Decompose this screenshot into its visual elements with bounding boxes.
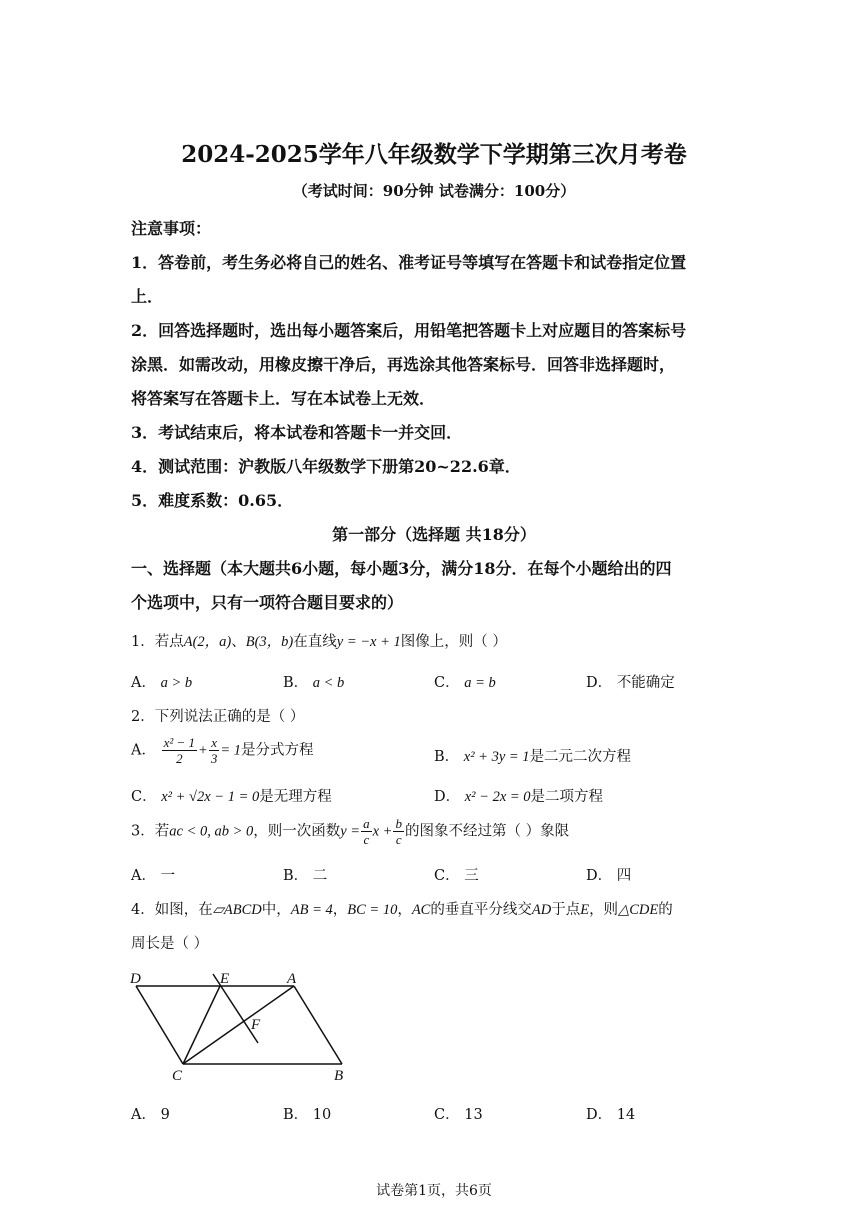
q3-condition: ac < 0, ab > 0 <box>169 823 254 840</box>
label-a: A <box>287 971 297 987</box>
fraction <box>162 735 197 766</box>
option-text: 是二项方程 <box>530 789 604 805</box>
q1-sep: 、 <box>231 634 246 650</box>
option-label: D． <box>434 789 461 805</box>
option-label: D． <box>586 868 613 884</box>
option-math: x² + √2x − 1 = 0 <box>161 789 260 805</box>
option-label: D． <box>586 675 613 691</box>
option-label: A． <box>131 868 156 884</box>
option-text: 9 <box>160 1107 170 1123</box>
plus-sign: + <box>198 742 208 759</box>
option-label: B． <box>283 1107 309 1123</box>
q4-option-a[interactable] <box>131 1103 170 1124</box>
option-label: C． <box>434 868 460 884</box>
label-e: E <box>220 971 230 987</box>
note-line: 4．测试范围：沪教版八年级数学下册第20~22.6章． <box>131 457 521 476</box>
numerator: x² − 1 <box>163 735 196 750</box>
option-text: 不能确定 <box>616 675 675 691</box>
q2-option-b[interactable] <box>434 745 631 766</box>
q3-option-a[interactable] <box>131 864 175 885</box>
q4-ad: AD <box>531 902 552 918</box>
q1-tail: 图像上，则（ ） <box>400 634 507 650</box>
fraction <box>393 816 404 847</box>
option-text: 三 <box>464 868 479 884</box>
q4-text: 中， <box>261 902 291 918</box>
option-text: a = b <box>464 675 496 691</box>
q4-cde: △CDE <box>618 902 659 918</box>
q4-option-b[interactable] <box>283 1103 331 1124</box>
q1-line-eq: y = −x + 1 <box>336 634 401 650</box>
q4-option-c[interactable] <box>434 1103 483 1124</box>
option-text: 13 <box>464 1107 483 1123</box>
option-text: 一 <box>160 868 176 884</box>
option-text: 10 <box>312 1107 332 1123</box>
label-b: B <box>334 1068 344 1084</box>
q3-option-c[interactable] <box>434 864 479 885</box>
option-text: 是无理方程 <box>259 789 332 805</box>
option-label: A． <box>131 675 156 691</box>
q4-text: ， <box>332 902 348 918</box>
option-label: B． <box>434 749 460 765</box>
option-text: a > b <box>160 675 193 691</box>
option-label: A． <box>131 1107 156 1123</box>
q4-text: 于点 <box>551 902 581 918</box>
note-line: 将答案写在答题卡上．写在本试卷上无效． <box>131 389 436 408</box>
option-text: 是二元二次方程 <box>529 749 632 765</box>
question-3-stem <box>131 816 569 847</box>
q4-text: 的垂直平分线交 <box>430 902 532 918</box>
numerator: b <box>395 816 402 831</box>
label-f: F <box>251 1017 261 1033</box>
equals: = 1 <box>220 742 242 759</box>
q4-ac: AC <box>411 902 431 918</box>
option-text: a < b <box>312 675 345 691</box>
option-text: 二 <box>312 868 328 884</box>
segment-dc <box>136 986 183 1064</box>
notes-heading: 注意事项： <box>131 219 212 238</box>
question-4-stem <box>131 898 673 919</box>
option-text: 14 <box>616 1107 636 1123</box>
q4-text: ， <box>397 902 412 918</box>
label-d: D <box>130 971 141 987</box>
q4-ab: AB = 4 <box>290 902 333 918</box>
denominator: 2 <box>176 751 183 766</box>
denominator: 3 <box>210 751 218 766</box>
q1-option-b[interactable] <box>283 671 344 692</box>
q3-y: y = <box>340 823 361 840</box>
question-2-stem: 2．下列说法正确的是（ ） <box>131 709 305 725</box>
option-label: C． <box>131 789 157 805</box>
q1-num: 1．若点 <box>131 634 184 650</box>
option-label: C． <box>434 675 460 691</box>
option-label: D． <box>586 1107 613 1123</box>
option-label: A． <box>131 742 156 759</box>
part-title: 第一部分（选择题 共18分） <box>332 525 536 544</box>
q2-option-a[interactable] <box>131 735 314 766</box>
q3-tail: 的图象不经过第（ ）象限 <box>404 823 570 840</box>
q1-option-c[interactable] <box>434 671 496 692</box>
segment-ab <box>294 986 342 1064</box>
exam-title: 2024-2025学年八年级数学下学期第三次月考卷 <box>181 141 687 168</box>
q4-text: 4．如图，在 <box>131 902 213 918</box>
option-label: B． <box>283 868 309 884</box>
q4-e: E <box>580 902 590 918</box>
q3-num: 3．若 <box>131 823 170 840</box>
q2-option-d[interactable] <box>434 785 603 806</box>
section-heading-cont: 个选项中，只有一项符合题目要求的） <box>131 593 404 612</box>
q3-mid: ，则一次函数 <box>253 823 341 840</box>
fraction <box>361 816 372 847</box>
q1-option-a[interactable] <box>131 671 192 692</box>
q1-option-d[interactable] <box>586 671 675 692</box>
q2-option-c[interactable] <box>131 785 332 806</box>
note-line: 5．难度系数：0.65． <box>131 491 294 510</box>
denominator: c <box>395 832 402 847</box>
option-label: B． <box>283 675 309 691</box>
numerator: a <box>363 816 370 831</box>
section-heading: 一、选择题（本大题共6小题，每小题3分，满分18分．在每个小题给出的四 <box>131 559 672 578</box>
note-line: 3．考试结束后，将本试卷和答题卡一并交回． <box>131 423 463 442</box>
question-1-stem <box>131 630 507 651</box>
segment-ca <box>183 986 294 1064</box>
q1-point-a: A(2，a) <box>183 634 232 650</box>
option-text: 四 <box>616 868 632 884</box>
exam-subtitle: （考试时间：90分钟 试卷满分：100分） <box>292 182 576 200</box>
parallelogram-figure <box>120 962 360 1087</box>
option-math: x² − 2x = 0 <box>464 789 531 805</box>
option-text: 是分式方程 <box>241 742 314 759</box>
segment-ce <box>183 986 220 1064</box>
q3-option-b[interactable] <box>283 864 327 885</box>
q3-x-plus: x + <box>372 823 393 840</box>
note-line: 上． <box>131 287 164 306</box>
page-footer: 试卷第1页，共6页 <box>376 1183 492 1199</box>
q1-mid: 在直线 <box>293 634 337 650</box>
q4-option-d[interactable] <box>586 1103 635 1124</box>
q4-text: 的 <box>658 902 673 918</box>
q4-text: ，则 <box>589 902 619 918</box>
note-line: 涂黑．如需改动，用橡皮擦干净后，再选涂其他答案标号．回答非选择题时， <box>131 355 676 374</box>
option-math: x² + 3y = 1 <box>463 749 530 765</box>
q1-point-b: B(3，b) <box>245 634 294 650</box>
q4-bc: BC = 10 <box>347 902 398 918</box>
q4-parallelogram: ▱ABCD <box>212 902 262 918</box>
numerator: x <box>209 735 220 751</box>
note-line: 2．回答选择题时，选出每小题答案后，用铅笔把答题卡上对应题目的答案标号 <box>131 321 687 340</box>
q3-option-d[interactable] <box>586 864 631 885</box>
question-4-stem-cont: 周长是（ ） <box>131 936 209 952</box>
fraction <box>209 735 220 766</box>
denominator: c <box>363 832 370 847</box>
label-c: C <box>172 1068 183 1084</box>
note-line: 1．答卷前，考生务必将自己的姓名、准考证号等填写在答题卡和试卷指定位置 <box>131 253 687 272</box>
option-label: C． <box>434 1107 460 1123</box>
